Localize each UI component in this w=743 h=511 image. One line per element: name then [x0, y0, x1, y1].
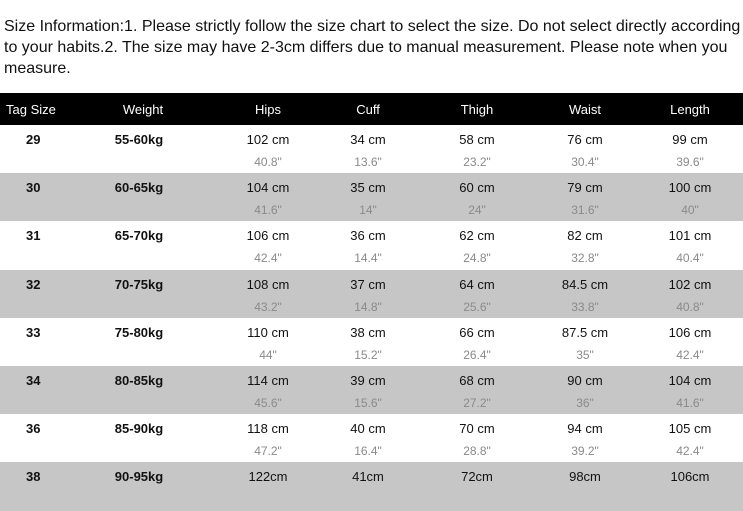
- thigh-inch-cell: 27.2": [463, 396, 491, 410]
- thigh-inch-cell: 24.8": [463, 251, 491, 266]
- hips-cm-cell: 122cm: [248, 469, 288, 485]
- table-row: [0, 414, 743, 462]
- table-row: [0, 221, 743, 269]
- hips-inch-cell: 47.2": [254, 444, 282, 459]
- header-hips: Hips: [254, 102, 282, 117]
- length-cm-cell: 104 cm: [668, 373, 712, 388]
- thigh-cm-cell: 72cm: [461, 469, 493, 485]
- waist-inch-cell: 36": [576, 396, 594, 410]
- length-cm-cell: 100 cm: [668, 180, 712, 196]
- table-row: [0, 366, 743, 414]
- tag-size-cell: 30: [26, 180, 41, 196]
- size-information-text: Size Information:1. Please strictly follow the size chart to select the size. Do not select directly according to your habits.2. The size may have 2-3cm differs due to manual measurement. Please note when you measure.: [4, 18, 741, 77]
- waist-inch-cell: 31.6": [571, 203, 599, 218]
- header-waist: Waist: [568, 102, 602, 117]
- hips-cm-cell: 108 cm: [246, 276, 290, 292]
- cuff-inch-cell: 14.4": [354, 251, 382, 266]
- length-cm-cell: 105 cm: [668, 421, 712, 437]
- cuff-inch-cell: 14": [359, 203, 377, 218]
- weight-cell: 85-90kg: [114, 421, 164, 437]
- weight-cell: 55-60kg: [114, 132, 164, 147]
- waist-inch-cell: 39.2": [571, 444, 599, 459]
- weight-cell: 70-75kg: [114, 276, 164, 292]
- weight-cell: 60-65kg: [114, 180, 164, 196]
- thigh-inch-cell: 25.6": [463, 299, 491, 314]
- tag-size-cell: 38: [26, 469, 41, 485]
- cuff-inch-cell: 13.6": [354, 155, 382, 169]
- hips-inch-cell: 44": [259, 347, 277, 362]
- waist-inch-cell: 35": [576, 347, 594, 362]
- thigh-cm-cell: 58 cm: [459, 132, 495, 147]
- length-cm-cell: 101 cm: [668, 228, 712, 244]
- tag-size-cell: 34: [26, 373, 41, 388]
- thigh-inch-cell: 24": [468, 203, 486, 218]
- thigh-inch-cell: 23.2": [463, 155, 491, 169]
- thigh-cm-cell: 70 cm: [459, 421, 495, 437]
- hips-cm-cell: 114 cm: [247, 373, 289, 388]
- tag-size-cell: 36: [26, 421, 41, 437]
- waist-cm-cell: 87.5 cm: [561, 324, 609, 340]
- thigh-inch-cell: 26.4": [463, 347, 491, 362]
- weight-cell: 80-85kg: [114, 373, 164, 388]
- table-row: [0, 173, 743, 221]
- length-inch-cell: 41.6": [676, 396, 704, 410]
- hips-inch-cell: 43.2": [254, 299, 282, 314]
- table-row: [0, 318, 743, 366]
- cuff-inch-cell: 15.2": [354, 347, 382, 362]
- header-length: Length: [670, 102, 710, 117]
- table-row: [0, 462, 743, 511]
- tag-size-cell: 31: [26, 228, 41, 244]
- thigh-cm-cell: 60 cm: [459, 180, 495, 196]
- length-inch-cell: 42.4": [676, 347, 704, 362]
- waist-cm-cell: 98cm: [569, 469, 601, 485]
- cuff-cm-cell: 40 cm: [350, 421, 386, 437]
- waist-cm-cell: 79 cm: [567, 180, 603, 196]
- weight-cell: 90-95kg: [114, 469, 164, 485]
- cuff-inch-cell: 14.8": [354, 299, 382, 314]
- cuff-cm-cell: 36 cm: [350, 228, 386, 244]
- hips-cm-cell: 118 cm: [247, 421, 289, 437]
- length-cm-cell: 99 cm: [672, 132, 708, 147]
- waist-cm-cell: 94 cm: [567, 421, 603, 437]
- thigh-inch-cell: 28.8": [463, 444, 491, 459]
- thigh-cm-cell: 68 cm: [459, 373, 495, 388]
- cuff-inch-cell: 16.4": [354, 444, 382, 459]
- hips-inch-cell: 42.4": [254, 251, 282, 266]
- waist-cm-cell: 84.5 cm: [561, 276, 609, 292]
- tag-size-cell: 29: [26, 132, 41, 147]
- length-inch-cell: 40.4": [676, 251, 704, 266]
- table-header: [0, 93, 743, 125]
- waist-cm-cell: 76 cm: [567, 132, 603, 147]
- header-thigh: Thigh: [460, 102, 494, 117]
- cuff-cm-cell: 38 cm: [350, 324, 386, 340]
- thigh-cm-cell: 66 cm: [459, 324, 495, 340]
- hips-cm-cell: 106 cm: [246, 228, 290, 244]
- length-inch-cell: 39.6": [676, 155, 704, 169]
- hips-cm-cell: 110 cm: [247, 324, 289, 340]
- length-cm-cell: 106 cm: [668, 324, 712, 340]
- length-inch-cell: 40": [681, 203, 699, 218]
- cuff-cm-cell: 37 cm: [350, 276, 386, 292]
- hips-inch-cell: 41.6": [254, 203, 282, 218]
- table-row: [0, 125, 743, 173]
- cuff-cm-cell: 41cm: [352, 469, 384, 485]
- table-row: [0, 270, 743, 318]
- thigh-cm-cell: 62 cm: [459, 228, 495, 244]
- hips-inch-cell: 40.8": [254, 155, 282, 169]
- weight-cell: 65-70kg: [114, 228, 164, 244]
- length-cm-cell: 106cm: [670, 469, 710, 485]
- cuff-cm-cell: 34 cm: [350, 132, 386, 147]
- waist-inch-cell: 33.8": [571, 299, 599, 314]
- hips-inch-cell: 45.6": [254, 396, 282, 410]
- length-inch-cell: 42.4": [676, 444, 704, 459]
- thigh-cm-cell: 64 cm: [459, 276, 495, 292]
- waist-cm-cell: 82 cm: [567, 228, 603, 244]
- waist-cm-cell: 90 cm: [567, 373, 603, 388]
- tag-size-cell: 33: [26, 324, 41, 340]
- cuff-cm-cell: 35 cm: [350, 180, 386, 196]
- hips-cm-cell: 104 cm: [246, 180, 290, 196]
- header-weight: Weight: [122, 102, 164, 117]
- weight-cell: 75-80kg: [114, 324, 164, 340]
- header-cuff: Cuff: [356, 102, 380, 117]
- waist-inch-cell: 32.8": [571, 251, 599, 266]
- cuff-cm-cell: 39 cm: [350, 373, 386, 388]
- header-tag-size: Tag Size: [6, 102, 56, 117]
- waist-inch-cell: 30.4": [571, 155, 599, 169]
- tag-size-cell: 32: [26, 276, 41, 292]
- length-cm-cell: 102 cm: [668, 276, 712, 292]
- cuff-inch-cell: 15.6": [354, 396, 382, 410]
- length-inch-cell: 40.8": [676, 299, 704, 314]
- hips-cm-cell: 102 cm: [246, 132, 290, 147]
